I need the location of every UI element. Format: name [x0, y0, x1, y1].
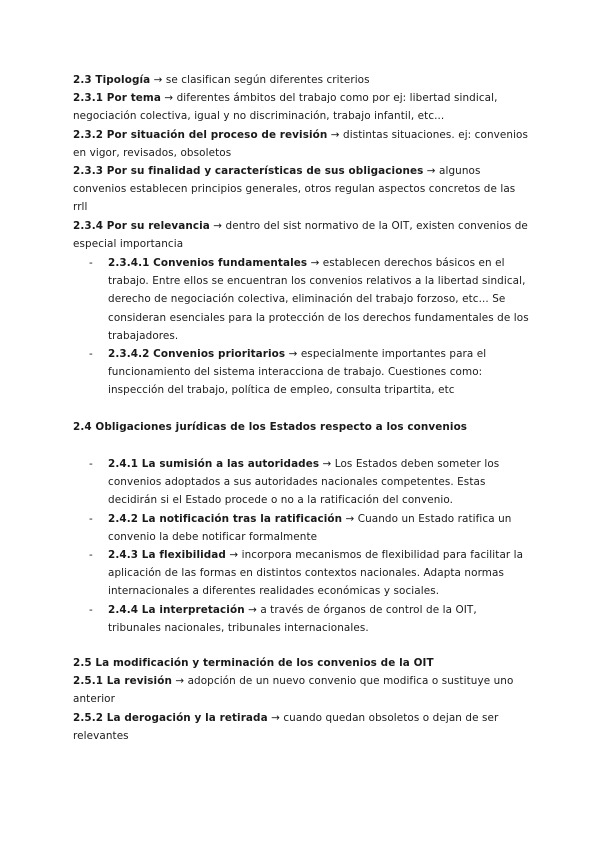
item-heading: 2.3.4.1 Convenios fundamentales: [108, 257, 308, 269]
text-2-3: → se clasifican según diferentes criterios: [150, 74, 370, 86]
heading-2-4: 2.4 Obligaciones jurídicas de los Estados respecto a los convenios: [73, 421, 468, 433]
paragraph-2-5-2: [73, 709, 529, 745]
paragraph-2-3: [73, 71, 529, 89]
text-2-3-3: → algunos convenios establecen principios generales, otros regulan aspectos concretos de las rrll: [73, 165, 516, 214]
heading-2-5-2: 2.5.2 La derogación y la retirada: [73, 711, 268, 724]
paragraph-2-5-1: [73, 672, 529, 708]
item-heading: 2.4.4 La interpretación: [108, 603, 245, 616]
list-item: [89, 345, 529, 400]
text-2-5-1: → adopción de un nuevo convenio que modifica o sustituye uno anterior: [73, 675, 514, 706]
item-heading: 2.4.2 La notificación tras la ratificación: [108, 512, 343, 525]
list-item: [89, 546, 529, 601]
paragraph-2-3-2: [73, 126, 529, 162]
item-heading: 2.4.1 La sumisión a las autoridades: [108, 458, 320, 470]
heading-2-5-1: 2.5.1 La revisión: [73, 675, 172, 688]
section-2-4: [73, 418, 529, 436]
item-text: → Los Estados deben someter los convenios adoptados a sus autoridades nacionales competentes. Estas decidirán si el Estado procede o no a la ratificación del convenio.: [108, 458, 500, 507]
item-text: → a través de órganos de control de la OIT, tribunales nacionales, tribunales internacionales.: [108, 603, 477, 634]
list-item: [89, 601, 529, 637]
list-item: [89, 455, 529, 510]
dash-bullet: -: [89, 603, 93, 616]
dash-bullet: -: [89, 257, 93, 269]
heading-2-3-1: 2.3.1 Por tema: [73, 92, 161, 105]
heading-2-5-paragraph: [73, 654, 529, 672]
heading-2-3-3: 2.3.3 Por su finalidad y características de sus obligaciones: [73, 165, 424, 178]
section-2-3-4: [73, 217, 529, 253]
text-2-3-1: → diferentes ámbitos del trabajo como por ej: libertad sindical, negociación colectiva, igual y no discriminación, trabajo infantil, etc...: [73, 92, 498, 123]
dash-bullet: -: [89, 512, 93, 525]
text-2-3-4: → dentro del sist normativo de la OIT, existen convenios de especial importancia: [73, 220, 528, 251]
text-2-5-2: → cuando quedan obsoletos o dejan de ser relevantes: [73, 711, 499, 742]
item-text: → establecen derechos básicos en el trabajo. Entre ellos se encuentran los convenios relativos a la libertad sindical, derecho de negociación colectiva, eliminación del trabajo forzoso, etc... Se consideran esenciales para la protección de los derechos fundamentales de los trabajadores.: [108, 257, 529, 342]
item-heading: 2.3.4.2 Convenios prioritarios: [108, 348, 286, 361]
text-2-3-2: → distintas situaciones. ej: convenios en vigor, revisados, obsoletos: [73, 128, 529, 159]
item-heading: 2.4.3 La flexibilidad: [108, 549, 226, 562]
list-2-4: [89, 455, 529, 637]
list-2-3-4: [89, 254, 529, 400]
item-text: → incorpora mecanismos de flexibilidad para facilitar la aplicación de las formas en distintos contextos nacionales. Adapta normas internacionales a diferentes realidades económicas y sociales.: [108, 549, 524, 598]
section-2-3: [73, 71, 529, 217]
heading-2-3-4: 2.3.4 Por su relevancia: [73, 220, 210, 232]
paragraph-2-3-1: [73, 89, 529, 125]
heading-2-3: 2.3 Tipología: [73, 74, 151, 86]
list-item: [89, 510, 529, 546]
paragraph-2-3-4: [73, 217, 529, 253]
paragraph-2-3-3: [73, 162, 529, 217]
dash-bullet: -: [89, 348, 93, 361]
dash-bullet: -: [89, 458, 93, 470]
heading-2-3-2: 2.3.2 Por situación del proceso de revisión: [73, 128, 328, 141]
section-2-5: [73, 654, 529, 745]
dash-bullet: -: [89, 549, 93, 562]
heading-2-5: 2.5 La modificación y terminación de los convenios de la OIT: [73, 657, 434, 669]
heading-2-4-paragraph: [73, 418, 529, 436]
list-item: [89, 254, 529, 345]
item-text: → Cuando un Estado ratifica un convenio la debe notificar formalmente: [108, 512, 512, 543]
item-text: → especialmente importantes para el funcionamiento del sistema interacciona de trabajo. Cuestiones como: inspección del trabajo, política de empleo, consulta tripartita, etc: [108, 348, 487, 397]
